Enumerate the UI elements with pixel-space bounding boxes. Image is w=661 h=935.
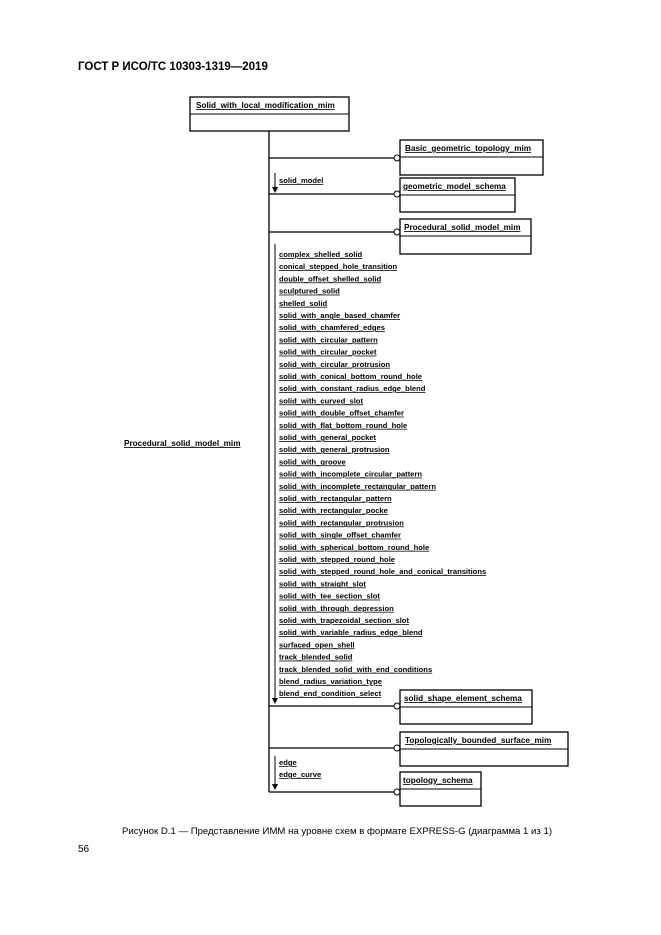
ref-edge-curve: edge_curve (279, 770, 322, 779)
schema-box-geometric-model (269, 173, 515, 212)
ref-item: solid_with_rectangular_protrusion (279, 518, 404, 528)
schema-name: Procedural_solid_model_mim (404, 223, 521, 232)
ref-item: solid_with_spherical_bottom_round_hole (279, 542, 430, 552)
document-header: ГОСТ Р ИСО/ТС 10303-1319—2019 (78, 61, 268, 73)
ref-item: solid_with_tee_section_slot (279, 591, 380, 601)
ref-item: solid_with_angle_based_chamfer (279, 311, 401, 320)
schema-name: Basic_geometric_topology_mim (405, 144, 532, 153)
ref-item: solid_with_single_offset_chamfer (279, 530, 401, 540)
ref-item: solid_with_flat_bottom_round_hole (279, 420, 408, 430)
ref-solid-model: solid_model (279, 176, 324, 185)
ref-item: solid_with_rectangular_pattern (279, 494, 392, 503)
schema-name: geometric_model_schema (403, 182, 506, 191)
main-schema-name: Solid_with_local_modification_mim (196, 101, 335, 110)
ref-edge: edge (279, 758, 297, 767)
ref-item: solid_with_conical_bottom_round_hole (279, 372, 423, 381)
ref-item: surfaced_open_shell (279, 640, 355, 650)
ref-item: solid_with_groove (279, 457, 346, 467)
main-schema-box (190, 97, 349, 131)
ref-item: solid_with_curved_slot (279, 396, 363, 406)
schema-name: topology_schema (403, 776, 473, 785)
ref-item: solid_with_rectangular_pocke (279, 506, 388, 516)
ref-item: solid_with_chamfered_edges (279, 323, 385, 333)
ref-item: solid_with_trapezoidal_section_slot (279, 616, 409, 625)
ref-item: solid_with_double_offset_chamfer (279, 408, 404, 418)
ref-item: solid_with_stepped_round_hole (279, 555, 396, 564)
ref-item: solid_with_circular_pattern (279, 335, 378, 345)
schema-name: solid_shape_element_schema (404, 694, 522, 703)
ref-item: complex_shelled_solid (279, 250, 363, 259)
ref-item: solid_with_variable_radius_edge_blend (279, 628, 423, 638)
ref-item: shelled_solid (279, 298, 328, 308)
ref-item: blend_end_condition_select (279, 689, 382, 699)
ref-item: solid_with_constant_radius_edge_blend (279, 384, 426, 394)
ref-item: solid_with_general_protrusion (279, 445, 390, 455)
ref-item: solid_with_circular_protrusion (279, 359, 390, 369)
ref-item: solid_with_incomplete_rectangular_pattern (279, 481, 436, 491)
ref-item: track_blended_solid (279, 652, 353, 662)
ref-item: sculptured_solid (279, 286, 340, 296)
figure-caption: Рисунок D.1 — Представление ИММ на уровне схем в формате EXPRESS-G (диаграмма 1 из 1) (122, 826, 553, 837)
schema-box-basic-geometric-topology (269, 140, 543, 175)
ref-item: double_offset_shelled_solid (279, 274, 382, 284)
side-label: Procedural_solid_model_mim (124, 439, 241, 448)
page-number: 56 (78, 844, 90, 855)
ref-item: blend_radius_variation_type (279, 677, 382, 686)
ref-item: solid_with_incomplete_circular_pattern (279, 469, 423, 479)
ref-item: solid_with_straight_slot (279, 579, 366, 589)
ref-list-solid-shape (279, 250, 486, 698)
ref-item: solid_with_stepped_round_hole_and_conical_transitions (279, 567, 487, 577)
ref-item: solid_with_through_depression (279, 603, 394, 613)
ref-item: conical_stepped_hole_transition (279, 262, 398, 272)
ref-item: solid_with_general_pocket (279, 433, 377, 442)
ref-item: track_blended_solid_with_end_conditions (279, 664, 433, 674)
schema-name: Topologically_bounded_surface_mim (405, 736, 552, 745)
ref-item: solid_with_circular_pocket (279, 347, 377, 357)
schema-box-procedural-solid-model (269, 219, 531, 254)
schema-box-topologically-bounded-surface (269, 732, 568, 766)
